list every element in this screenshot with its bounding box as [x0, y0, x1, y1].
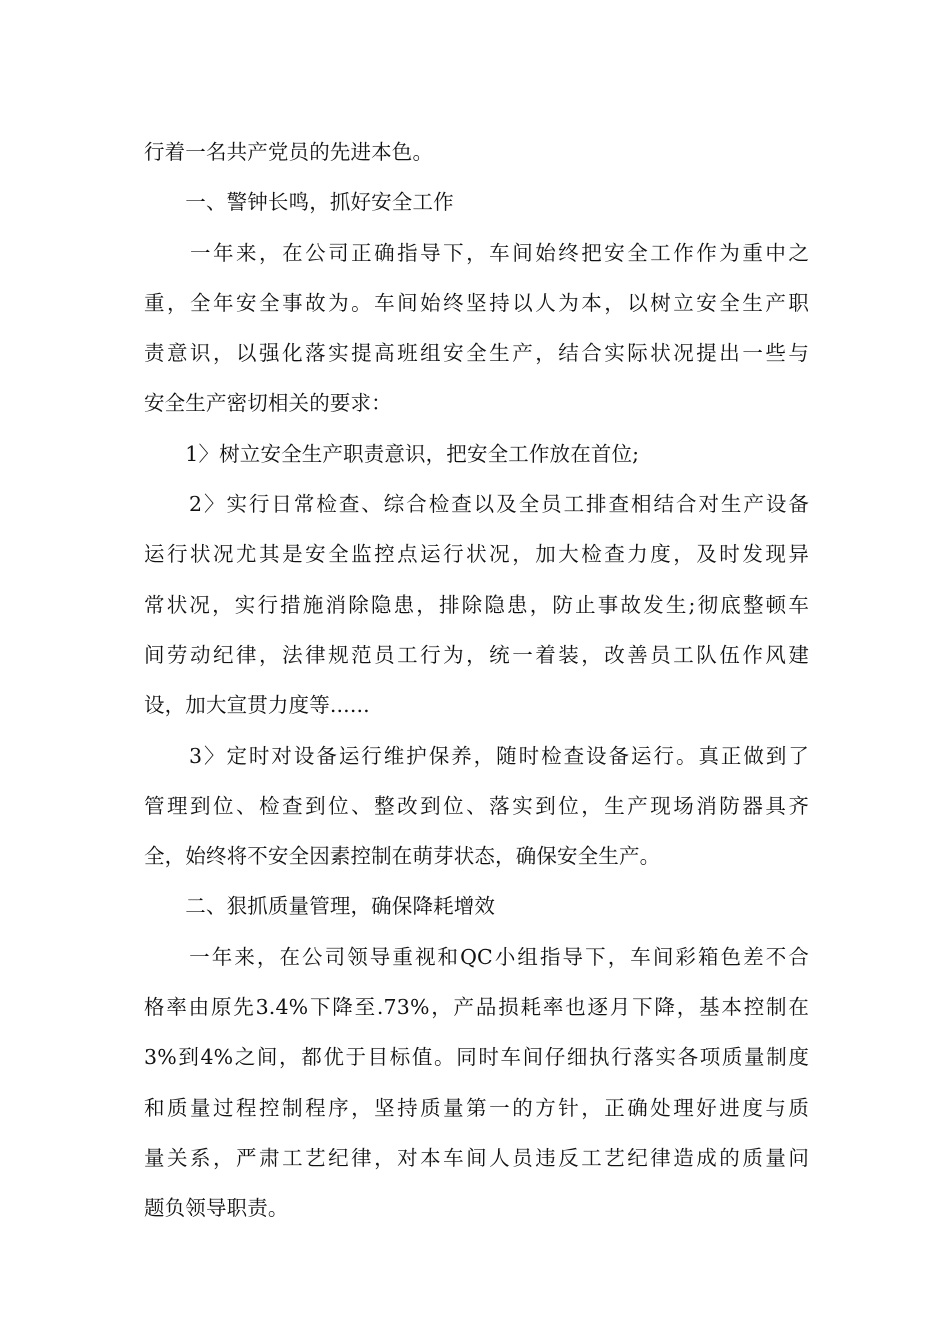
list-item-2-line-4: 间劳动纪律，法律规范员工行为，统一着装，改善员工队伍作风建	[144, 642, 809, 667]
quality-paragraph-line-5: 量关系，严肃工艺纪律，对本车间人员违反工艺纪律造成的质量问	[144, 1145, 809, 1170]
text-line-5: 责意识，以强化落实提高班组安全生产，结合实际状况提出一些与	[144, 341, 809, 366]
text-line-4: 重，全年安全事故为。车间始终坚持以人为本，以树立安全生产职	[144, 290, 809, 315]
text-line-3: 一年来，在公司正确指导下，车间始终把安全工作作为重中之	[144, 240, 809, 265]
list-item-2-line-1: 2〉实行日常检查、综合检查以及全员工排查相结合对生产设备	[144, 492, 809, 517]
document-body	[144, 127, 809, 1234]
text-line-1: 行着一名共产党员的先进本色。	[144, 140, 434, 164]
list-item-2-line-2: 运行状况尤其是安全监控点运行状况，加大检查力度，及时发现异	[144, 542, 809, 567]
list-item-2-line-3: 常状况，实行措施消除隐患，排除隐患，防止事故发生;彻底整顿车	[144, 592, 809, 617]
list-item-3-line-1: 3〉定时对设备运行维护保养，随时检查设备运行。真正做到了	[144, 743, 809, 768]
quality-paragraph-line-3: 3%到4%之间，都优于目标值。同时车间仔细执行落实各项质量制度	[144, 1045, 809, 1070]
section-heading-safety: 一、警钟长鸣，抓好安全工作	[144, 190, 454, 215]
list-item-3-line-3: 全，始终将不安全因素控制在萌芽状态，确保安全生产。	[144, 844, 661, 869]
quality-paragraph-line-6: 题负领导职责。	[144, 1196, 289, 1221]
list-item-1: 1〉树立安全生产职责意识，把安全工作放在首位;	[144, 441, 640, 466]
quality-paragraph-line-4: 和质量过程控制程序，坚持质量第一的方针，正确处理好进度与质	[144, 1095, 809, 1120]
section-heading-quality: 二、狠抓质量管理，确保降耗增效	[144, 894, 496, 919]
quality-paragraph-line-2: 格率由原先3.4%下降至.73%，产品损耗率也逐月下降，基本控制在	[144, 995, 809, 1020]
list-item-2-line-5: 设，加大宣贯力度等......	[144, 693, 370, 718]
text-line-6: 安全生产密切相关的要求：	[144, 391, 392, 416]
list-item-3-line-2: 管理到位、检查到位、整改到位、落实到位，生产现场消防器具齐	[144, 793, 809, 818]
quality-paragraph-line-1: 一年来，在公司领导重视和QC小组指导下，车间彩箱色差不合	[144, 944, 809, 969]
